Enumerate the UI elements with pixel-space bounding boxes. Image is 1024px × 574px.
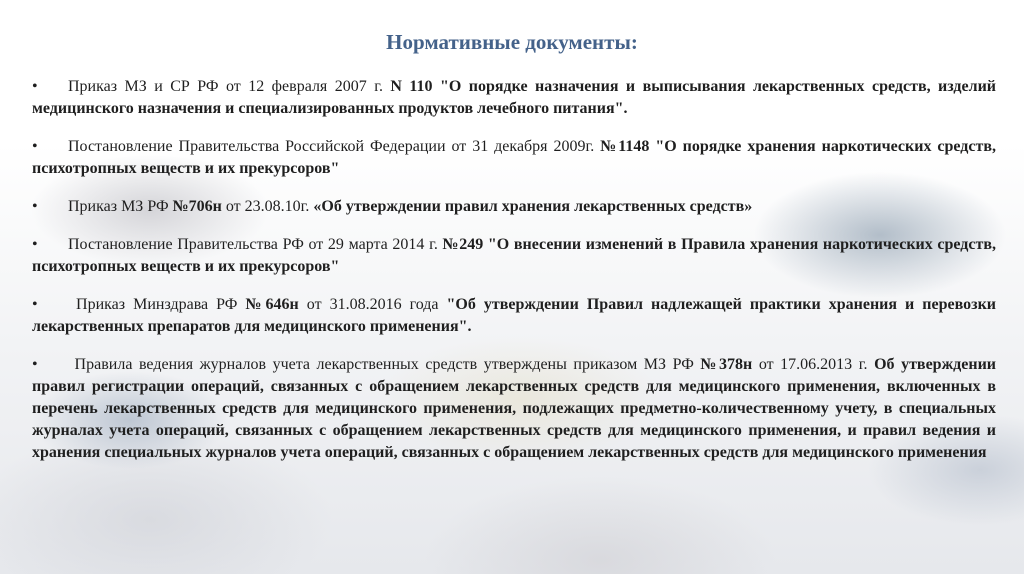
bullet: • [32, 138, 38, 155]
list-item [32, 354, 996, 464]
item-bold-text: Об утверждении правил регистрации операций, связанных с обращением лекарственных средств для медицинского применения, включенных в перечень лекарственных средств для медицинского применения, подлежащих предметно-количественному учету, в специальных журналах учета операций, связанных с обращением лекарственных средств для медицинского применения, и правил ведения и хранения специальных журналов учета операций, связанных с обращением лекарственных средств для медицинского применения [32, 356, 997, 461]
item-bold-text: №706н [172, 198, 222, 215]
item-text: Постановление Правительства РФ от 29 марта 2014 г. [68, 236, 443, 253]
bullet: • [32, 78, 38, 95]
item-bold-text: №1148 "О порядке хранения наркотических средств, психотропных веществ и их прекурсоров" [32, 138, 997, 177]
document-list [32, 76, 996, 464]
item-text: от 31.08.2016 года [298, 296, 447, 313]
item-text: от 17.06.2013 г. [752, 356, 875, 373]
bullet: • [32, 356, 38, 373]
item-bold-text: №646н [245, 296, 299, 313]
bullet: • [32, 198, 38, 215]
list-item [32, 294, 996, 338]
list-item [32, 234, 996, 278]
bullet: • [32, 296, 38, 313]
item-text: Приказ МЗ и СР РФ от 12 февраля 2007 г. [68, 78, 391, 95]
item-bold-text: "Об утверждении Правил надлежащей практики хранения и перевозки лекарственных препаратов для медицинского применения". [32, 296, 997, 335]
list-item [32, 136, 996, 180]
bullet: • [32, 236, 38, 253]
item-bold-text: №378н [700, 356, 753, 373]
page-title: Нормативные документы: [386, 30, 638, 54]
item-bold-text: N 110 "О порядке назначения и выписывания лекарственных средств, изделий медицинского назначения и специализированных продуктов лечебного питания". [32, 78, 997, 117]
item-bold-text: №249 "О внесении изменений в Правила хранения наркотических средств, психотропных веществ и их прекурсоров" [32, 236, 996, 275]
item-text: Правила ведения журналов учета лекарственных средств утверждены приказом МЗ РФ [68, 356, 701, 373]
item-text: Постановление Правительства Российской Федерации от 31 декабря 2009г. [68, 138, 601, 155]
list-item [32, 76, 996, 120]
item-text: от 23.08.10г. [221, 198, 314, 215]
item-text: Приказ МЗ РФ [68, 198, 173, 215]
item-text: Приказ Минздрава РФ [68, 296, 246, 313]
list-item [32, 196, 996, 218]
item-bold-text: «Об утверждении правил хранения лекарственных средств» [313, 198, 753, 215]
